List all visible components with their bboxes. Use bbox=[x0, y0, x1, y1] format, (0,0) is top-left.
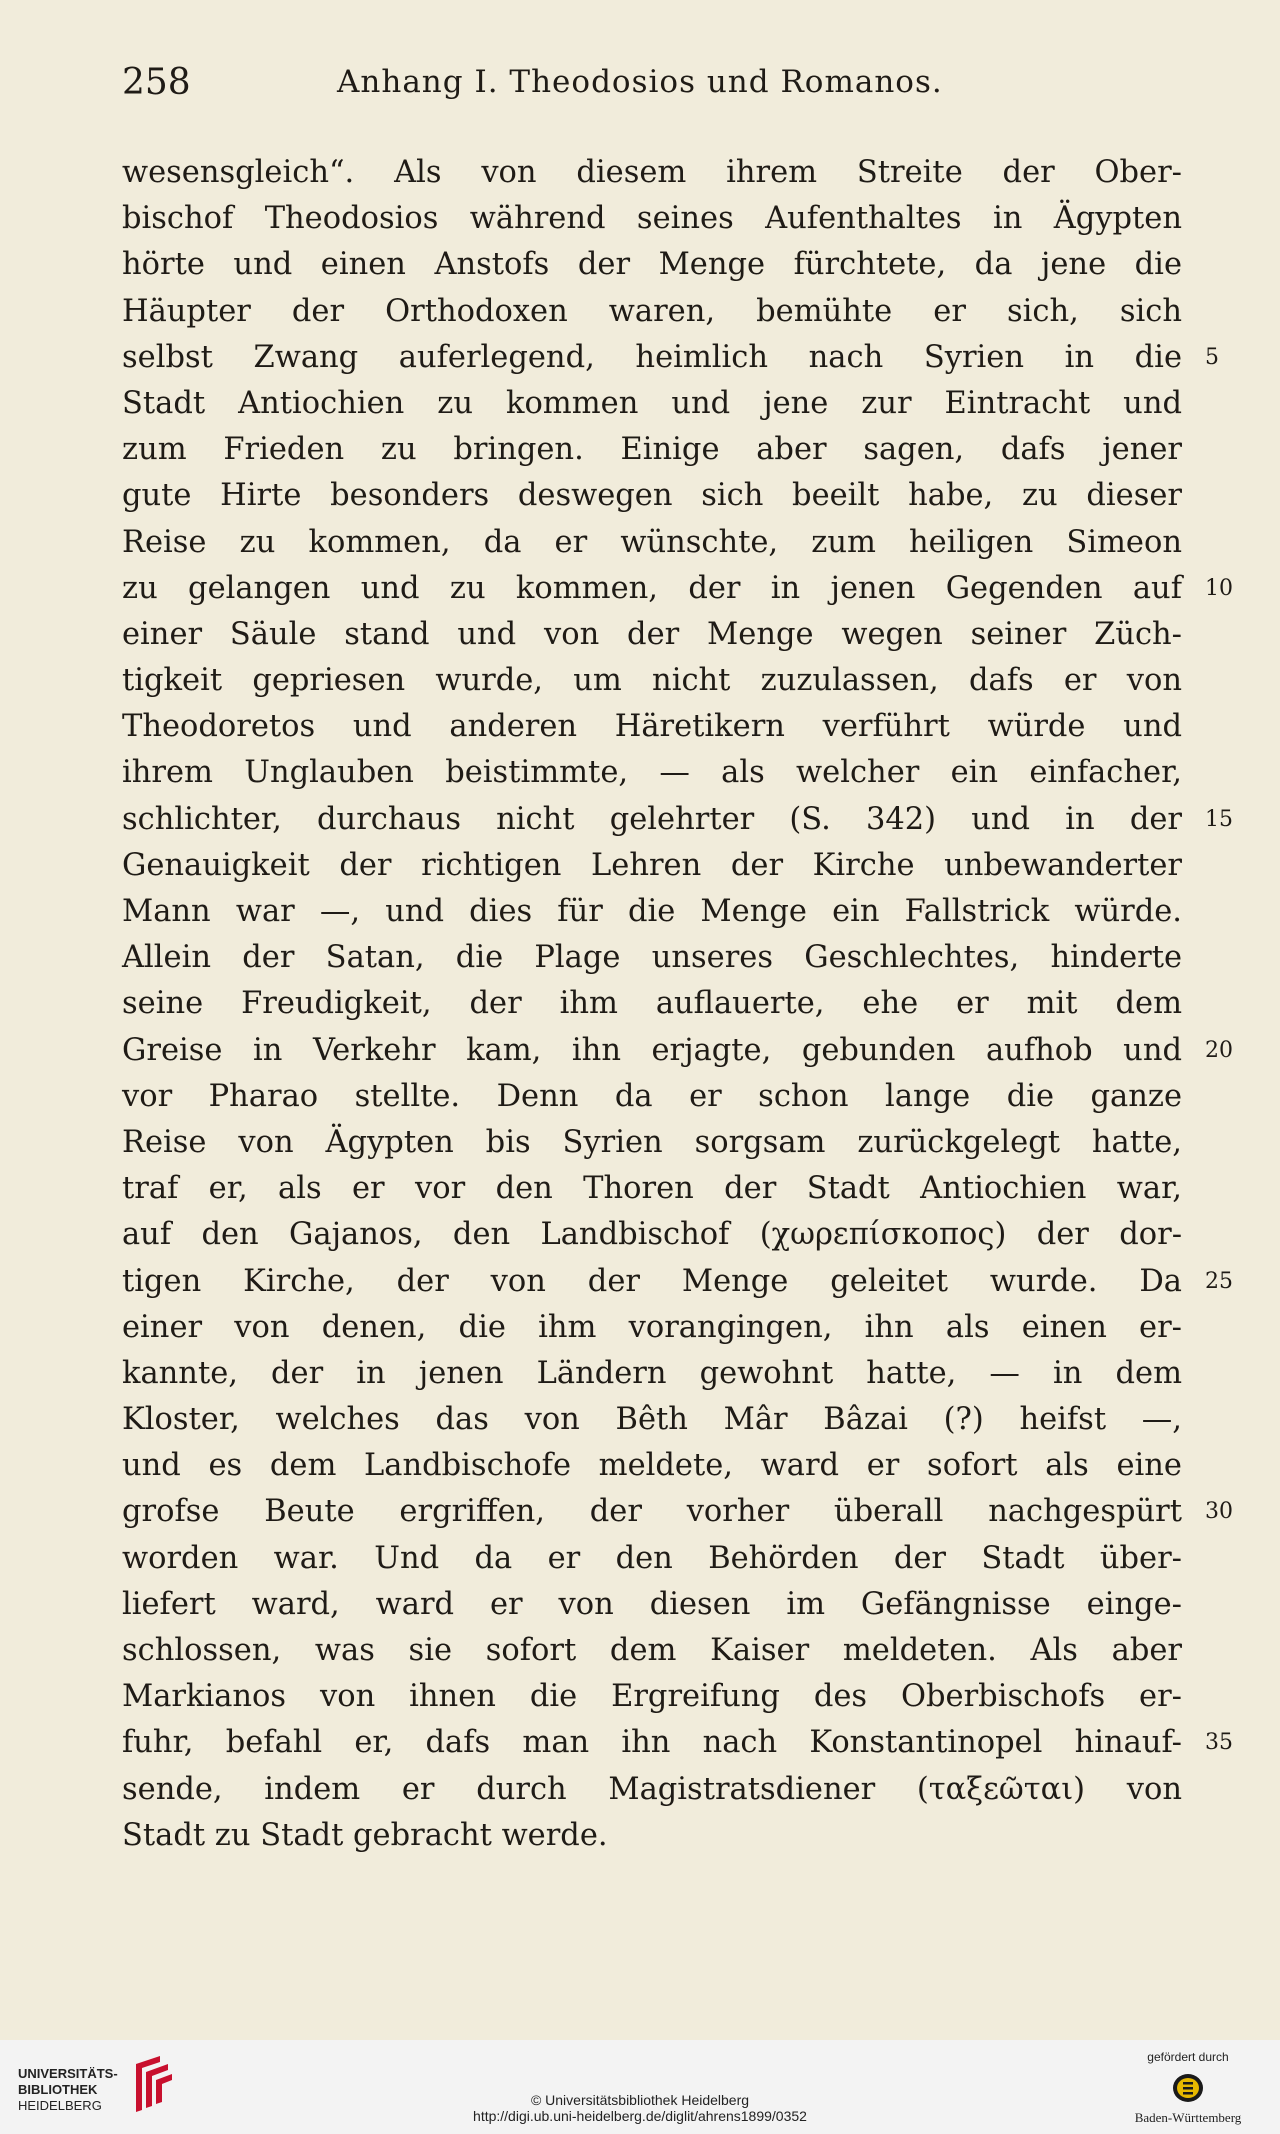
text-line bbox=[122, 750, 1182, 796]
text-line bbox=[122, 566, 1233, 612]
line-text: tigkeit gepriesen wurde, um nicht zuzulassen, dafs er von bbox=[122, 663, 1182, 699]
text-line bbox=[122, 150, 1182, 196]
text-line bbox=[122, 1582, 1182, 1628]
line-text: grofse Beute ergriffen, der vorher überall nachgespürt bbox=[122, 1494, 1182, 1530]
funding-block bbox=[1118, 2046, 1258, 2132]
line-text: selbst Zwang auferlegend, heimlich nach Syrien in die bbox=[122, 339, 1182, 375]
line-text: traf er, als er vor den Thoren der Stadt Antiochien war, bbox=[122, 1171, 1182, 1207]
line-text: einer Säule stand und von der Menge wegen seiner Züch- bbox=[122, 616, 1182, 652]
text-line bbox=[122, 1212, 1182, 1258]
source-url[interactable]: http://digi.ub.uni-heidelberg.de/diglit/ahrens1899/0352 bbox=[473, 2108, 807, 2124]
line-text: zum Frieden zu bringen. Einige aber sagen, dafs jener bbox=[122, 432, 1182, 468]
text-line bbox=[122, 981, 1182, 1027]
text-line bbox=[122, 1028, 1233, 1074]
line-text: und es dem Landbischofe meldete, ward er sofort als eine bbox=[122, 1448, 1182, 1484]
line-text: Stadt zu Stadt gebracht werde. bbox=[122, 1817, 608, 1853]
copyright-text: © Universitätsbibliothek Heidelberg bbox=[530, 2092, 750, 2108]
text-line bbox=[122, 1628, 1182, 1674]
text-line bbox=[122, 381, 1182, 427]
text-line bbox=[122, 1259, 1233, 1305]
text-line bbox=[122, 1489, 1233, 1535]
line-text: Reise von Ägypten bis Syrien sorgsam zurückgelegt hatte, bbox=[122, 1124, 1182, 1160]
line-text: Greise in Verkehr kam, ihn erjagte, gebunden aufhob und bbox=[122, 1032, 1182, 1068]
text-line bbox=[122, 843, 1182, 889]
text-line bbox=[122, 196, 1182, 242]
library-name-line-2: BIBLIOTHEK bbox=[18, 2082, 98, 2097]
line-text: liefert ward, ward er von diesen im Gefängnisse einge- bbox=[122, 1586, 1182, 1622]
line-text: kannte, der in jenen Ländern gewohnt hatte, — in dem bbox=[122, 1355, 1182, 1391]
line-number: 5 bbox=[1205, 344, 1219, 370]
text-line bbox=[122, 612, 1182, 658]
line-number: 30 bbox=[1205, 1499, 1233, 1525]
text-line bbox=[122, 242, 1182, 288]
text-line bbox=[122, 889, 1182, 935]
line-text: ihrem Unglauben beistimmte, — als welcher ein einfacher, bbox=[122, 755, 1182, 791]
text-line bbox=[122, 427, 1182, 473]
line-text: Allein der Satan, die Plage unseres Geschlechtes, hinderte bbox=[122, 940, 1182, 976]
text-line bbox=[122, 335, 1219, 381]
line-text: schlichter, durchaus nicht gelehrter (S. 342) und in der bbox=[122, 801, 1182, 837]
text-line bbox=[122, 1813, 1182, 1859]
text-line bbox=[122, 1120, 1182, 1166]
text-line bbox=[122, 658, 1182, 704]
line-text: worden war. Und da er den Behörden der Stadt über- bbox=[122, 1540, 1182, 1576]
line-text: vor Pharao stellte. Denn da er schon lange die ganze bbox=[122, 1078, 1182, 1114]
running-title: Anhang I. Theodosios und Romanos. bbox=[337, 64, 943, 100]
line-text: Mann war —, und dies für die Menge ein Fallstrick würde. bbox=[122, 894, 1182, 929]
line-number: 25 bbox=[1205, 1268, 1233, 1294]
body-text bbox=[122, 150, 1233, 1859]
text-line bbox=[122, 1443, 1182, 1489]
library-name-line-1: UNIVERSITÄTS- bbox=[18, 2066, 118, 2081]
text-line bbox=[122, 1720, 1233, 1766]
text-line bbox=[122, 704, 1182, 750]
text-line bbox=[122, 1074, 1182, 1120]
line-text: auf den Gajanos, den Landbischof (χωρεπίσκοπος) der dor- bbox=[122, 1217, 1182, 1253]
line-text: Stadt Antiochien zu kommen und jene zur Eintracht und bbox=[122, 385, 1182, 421]
text-line bbox=[122, 797, 1233, 843]
text-line bbox=[122, 473, 1182, 519]
line-text: Reise zu kommen, da er wünschte, zum heiligen Simeon bbox=[122, 524, 1182, 560]
text-line bbox=[122, 1674, 1182, 1720]
line-text: tigen Kirche, der von der Menge geleitet wurde. Da bbox=[122, 1263, 1182, 1299]
line-number: 15 bbox=[1205, 806, 1233, 832]
line-text: einer von denen, die ihm vorangingen, ihn als einen er- bbox=[122, 1309, 1182, 1345]
line-text: sende, indem er durch Magistratsdiener (ταξεῶται) von bbox=[122, 1771, 1182, 1807]
line-text: bischof Theodosios während seines Aufenthaltes in Ägypten bbox=[122, 201, 1182, 237]
funding-label: gefördert durch bbox=[1147, 2050, 1229, 2064]
line-text: schlossen, was sie sofort dem Kaiser meldeten. Als aber bbox=[122, 1633, 1182, 1668]
line-text: Theodoretos und anderen Häretikern verführt würde und bbox=[122, 709, 1182, 745]
text-line bbox=[122, 1767, 1182, 1813]
line-number: 10 bbox=[1205, 575, 1233, 601]
line-text: Genauigkeit der richtigen Lehren der Kirche unbewanderter bbox=[122, 847, 1182, 883]
text-line bbox=[122, 935, 1182, 981]
text-line bbox=[122, 1166, 1182, 1212]
copyright-block bbox=[0, 2092, 1280, 2124]
line-text: seine Freudigkeit, der ihm auflauerte, ehe er mit dem bbox=[122, 986, 1182, 1022]
line-number: 20 bbox=[1205, 1037, 1233, 1063]
line-text: hörte und einen Anstofs der Menge fürchtete, da jene die bbox=[122, 247, 1182, 283]
text-line bbox=[122, 1536, 1182, 1582]
line-text: wesensgleich“. Als von diesem ihrem Streite der Ober- bbox=[122, 155, 1182, 190]
page-header bbox=[122, 62, 1182, 112]
library-name-line-3: HEIDELBERG bbox=[18, 2098, 102, 2113]
text-line bbox=[122, 1351, 1182, 1397]
line-text: Kloster, welches das von Bêth Mâr Bâzai (?) heifst —, bbox=[122, 1402, 1182, 1438]
line-text: zu gelangen und zu kommen, der in jenen Gegenden auf bbox=[122, 570, 1182, 606]
text-line bbox=[122, 1305, 1182, 1351]
text-line bbox=[122, 520, 1182, 566]
line-text: Markianos von ihnen die Ergreifung des Oberbischofs er- bbox=[122, 1679, 1182, 1715]
line-text: Häupter der Orthodoxen waren, bemühte er sich, sich bbox=[122, 293, 1182, 329]
funding-name: Baden-Württemberg bbox=[1134, 2110, 1242, 2125]
text-line bbox=[122, 1397, 1182, 1443]
text-line bbox=[122, 289, 1182, 335]
footer bbox=[0, 2040, 1280, 2134]
state-seal-icon bbox=[1170, 2070, 1206, 2106]
line-number: 35 bbox=[1205, 1730, 1233, 1756]
line-text: fuhr, befahl er, dafs man ihn nach Konstantinopel hinauf- bbox=[122, 1725, 1182, 1761]
page-number: 258 bbox=[122, 62, 191, 103]
line-text: gute Hirte besonders deswegen sich beeilt habe, zu dieser bbox=[122, 478, 1182, 514]
